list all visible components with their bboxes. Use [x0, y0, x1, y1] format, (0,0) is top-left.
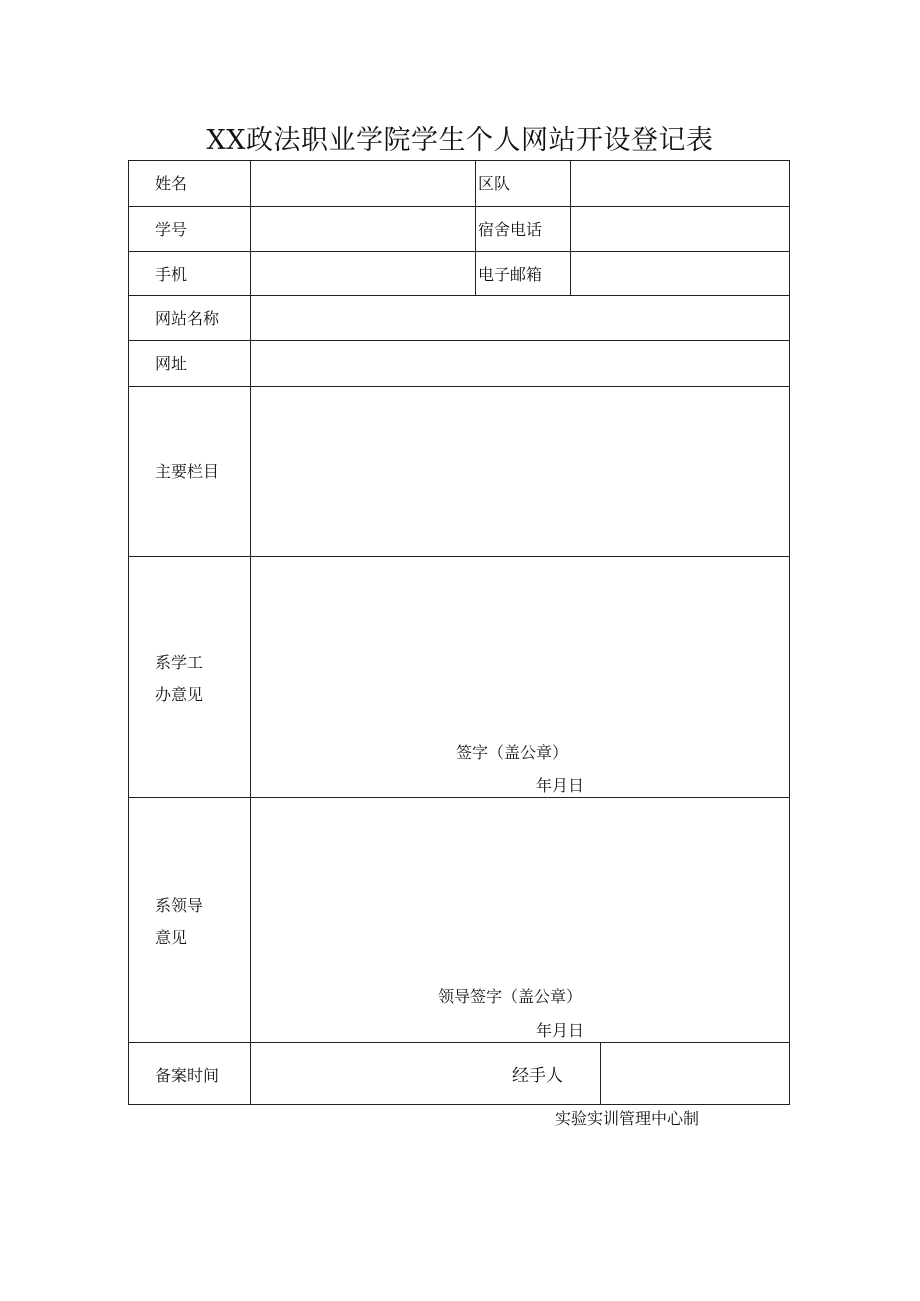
name-field[interactable] — [251, 161, 475, 206]
form-title: XX政法职业学院学生个人网站开设登记表 — [206, 125, 714, 156]
dept-leader-date-text: 年月日 — [536, 1021, 585, 1040]
student-id-label: 学号 — [155, 220, 188, 239]
team-field[interactable] — [571, 161, 789, 206]
email-label: 电子邮箱 — [478, 265, 543, 284]
columns-label: 主要栏目 — [155, 462, 220, 481]
team-label: 区队 — [478, 174, 511, 193]
column-divider — [475, 161, 476, 295]
dorm-phone-label: 宿舍电话 — [478, 220, 543, 239]
filing-time-label: 备案时间 — [155, 1066, 220, 1085]
registration-form-table — [128, 160, 790, 1105]
filing-time-field[interactable] — [251, 1043, 501, 1104]
name-label: 姓名 — [155, 174, 188, 193]
dept-office-opinion-label: 系学工 办意见 — [155, 653, 204, 704]
mobile-label: 手机 — [155, 265, 188, 284]
url-field[interactable] — [251, 341, 789, 386]
dept-leader-opinion-label: 系领导 意见 — [155, 896, 204, 947]
dorm-phone-field[interactable] — [571, 207, 789, 251]
student-id-field[interactable] — [251, 207, 475, 251]
site-name-label: 网站名称 — [155, 309, 220, 328]
dept-office-sign-text: 签字（盖公章） — [456, 743, 569, 762]
handler-field[interactable] — [601, 1043, 789, 1104]
handler-label: 经手人 — [512, 1066, 563, 1086]
dept-office-date-text: 年月日 — [536, 776, 585, 795]
email-field[interactable] — [571, 252, 789, 295]
mobile-field[interactable] — [251, 252, 475, 295]
footer-issuer: 实验实训管理中心制 — [555, 1109, 700, 1128]
site-name-field[interactable] — [251, 296, 789, 340]
columns-field[interactable] — [251, 387, 789, 556]
dept-leader-sign-text: 领导签字（盖公章） — [438, 987, 583, 1006]
url-label: 网址 — [155, 354, 188, 373]
